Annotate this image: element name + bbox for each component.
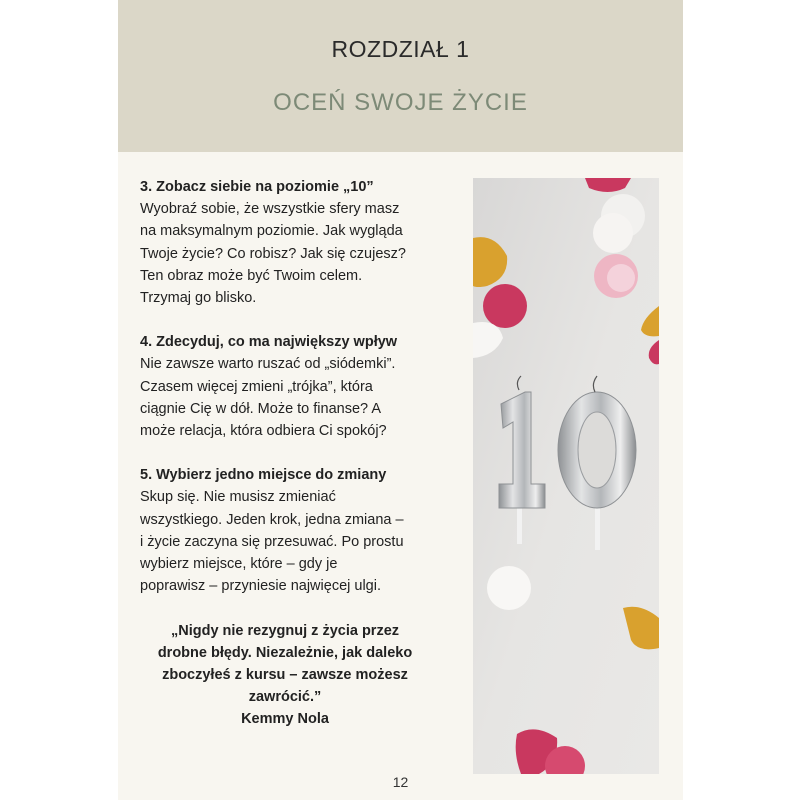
- text-line: Nie zawsze warto ruszać od „siódemki”.: [140, 356, 396, 373]
- white-confetti: [487, 566, 531, 610]
- section-5: [140, 464, 430, 597]
- text-line: Skup się. Nie musisz zmieniać: [140, 489, 336, 506]
- text-line: i życie zaczyna się przesuwać. Po prostu: [140, 533, 404, 550]
- chapter-label: ROZDZIAŁ 1: [331, 36, 470, 62]
- section-3: [140, 176, 430, 309]
- text-line: na maksymalnym poziomie. Jak wygląda: [140, 223, 403, 240]
- quote-author: Kemmy Nola: [241, 711, 329, 727]
- text-line: wszystkiego. Jeden krok, jedna zmiana –: [140, 511, 404, 528]
- chapter-title: OCEŃ SWOJE ŻYCIE: [273, 89, 528, 116]
- quote-line: zboczyłeś z kursu – zawsze możesz: [162, 667, 408, 683]
- text-line: Ten obraz może być Twoim celem.: [140, 267, 363, 284]
- body-text: [140, 176, 430, 619]
- text-line: wybierz miejsce, które – gdy je: [140, 556, 338, 573]
- quote-block: [140, 620, 430, 730]
- page-number: 12: [392, 774, 409, 790]
- text-line: Czasem więcej zmieni „trójka”, która: [140, 378, 373, 395]
- section-title: 4. Zdecyduj, co ma największy wpływ: [140, 334, 398, 351]
- text-line: Wyobraź sobie, że wszystkie sfery masz: [140, 201, 400, 218]
- text-line: ciągnie Cię w dół. Może to finanse? A: [140, 400, 381, 417]
- white-confetti: [593, 213, 633, 253]
- quote-line: drobne błędy. Niezależnie, jak daleko: [157, 645, 413, 661]
- section-title: 3. Zobacz siebie na poziomie „10”: [140, 179, 374, 195]
- chapter-header: [118, 0, 683, 152]
- candle-stick: [595, 508, 600, 550]
- pink-confetti: [483, 284, 527, 328]
- text-line: Twoje życie? Co robisz? Jak się czujesz?: [140, 245, 406, 262]
- text-line: może relacja, która odbiera Ci spokój?: [140, 423, 387, 440]
- section-4: [140, 331, 430, 442]
- quote-line: „Nigdy nie rezygnuj z życia przez: [170, 623, 400, 639]
- light-pink-confetti: [607, 264, 635, 292]
- photo-illustration: [473, 178, 659, 774]
- candle-digit-zero-hole: [578, 412, 616, 488]
- text-line: poprawisz – przyniesie najwięcej ulgi.: [140, 578, 381, 595]
- book-page: [118, 0, 683, 800]
- text-line: Trzymaj go blisko.: [140, 290, 257, 307]
- birthday-candles-photo: [473, 178, 659, 774]
- section-title: 5. Wybierz jedno miejsce do zmiany: [140, 467, 387, 484]
- quote-line: zawrócić.”: [248, 689, 322, 705]
